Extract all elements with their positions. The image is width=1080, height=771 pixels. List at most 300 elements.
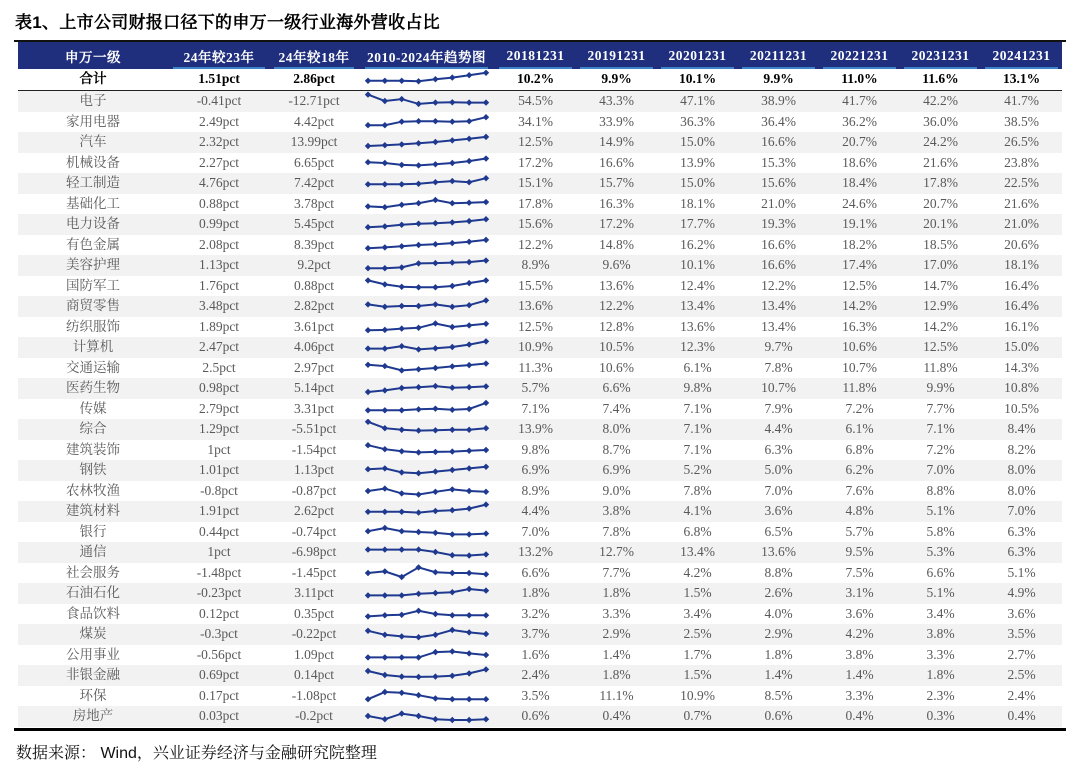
trend-sparkline: [362, 665, 492, 685]
sparkline-marker: [432, 611, 438, 617]
sparkline-marker: [415, 242, 421, 248]
sparkline-marker: [398, 654, 404, 660]
sparkline-marker: [482, 588, 488, 594]
sparkline-marker: [415, 634, 421, 640]
year-value-cell: 1.5%: [657, 583, 738, 604]
header-vs-2018: 24年较18年: [270, 42, 358, 69]
year-value-cell: 17.8%: [518, 195, 553, 211]
year-value-cell: 5.1%: [900, 501, 981, 522]
year-value-cell: 0.6%: [738, 706, 819, 727]
year-value-cell: 2.5%: [657, 624, 738, 645]
year-value-cell: 17.4%: [819, 255, 900, 276]
trend-sparkline: [362, 337, 492, 357]
sparkline-marker: [398, 407, 404, 413]
trend-sparkline: [362, 604, 492, 624]
sparkline-marker: [465, 238, 471, 244]
year-value-cell: 14.7%: [923, 277, 958, 293]
table-row: [18, 214, 1062, 235]
year-value-cell: 5.1%: [1007, 564, 1036, 580]
trend-sparkline: [362, 153, 492, 173]
sparkline-marker: [465, 650, 471, 656]
table-row: [18, 358, 1062, 379]
year-value-cell: 8.7%: [602, 441, 631, 457]
sparkline-marker: [381, 654, 387, 660]
trend-chart-cell: [358, 399, 495, 420]
year-value-cell: 34.1%: [518, 113, 553, 129]
table-row: [18, 194, 1062, 215]
sparkline-marker: [398, 283, 404, 289]
sparkline-marker: [465, 447, 471, 453]
year-value-cell: 9.6%: [576, 255, 657, 276]
sparkline-marker: [398, 243, 404, 249]
year-value-cell: 3.3%: [845, 687, 874, 703]
sparkline-marker: [449, 324, 455, 330]
table-row: [18, 604, 1062, 625]
year-value-cell: 16.6%: [599, 154, 634, 170]
year-value-cell: 7.1%: [521, 400, 550, 416]
sparkline-marker: [432, 383, 438, 389]
industry-name-cell: 商贸零售: [18, 296, 168, 317]
year-value-cell: 19.3%: [738, 214, 819, 235]
trend-chart-cell: [358, 645, 495, 666]
sparkline-marker: [432, 569, 438, 575]
sparkline-marker: [364, 613, 370, 619]
header-row: [18, 42, 1062, 69]
year-value-cell: 16.1%: [1004, 318, 1039, 334]
table-row: [18, 440, 1062, 461]
sparkline-marker: [381, 407, 387, 413]
sparkline-marker: [364, 592, 370, 598]
year-value-cell: 10.9%: [680, 687, 715, 703]
sparkline-marker: [381, 525, 387, 531]
header-20211231: 20211231: [738, 42, 819, 69]
change-vs-2023-cell: 1.91pct: [168, 501, 270, 522]
sparkline-marker: [432, 365, 438, 371]
sparkline-marker: [364, 547, 370, 553]
year-value-cell: 12.7%: [576, 542, 657, 563]
table-row: [18, 645, 1062, 666]
trend-sparkline: [362, 112, 492, 132]
year-value-cell: 42.2%: [900, 91, 981, 112]
sparkline-marker: [482, 502, 488, 508]
trend-chart-cell: [358, 173, 495, 194]
year-value-cell: 7.6%: [845, 482, 874, 498]
change-vs-2023-cell: -1.48pct: [196, 564, 242, 580]
sparkline-marker: [415, 607, 421, 613]
sparkline-marker: [381, 425, 387, 431]
sparkline-marker: [482, 612, 488, 618]
sparkline-marker: [465, 118, 471, 124]
year-value-cell: 1.8%: [495, 583, 576, 604]
year-value-cell: 12.2%: [518, 236, 553, 252]
year-value-cell: 24.2%: [900, 132, 981, 153]
year-value-cell: 6.3%: [764, 441, 793, 457]
sparkline-marker: [415, 674, 421, 680]
sparkline-marker: [465, 629, 471, 635]
table-row: [18, 296, 1062, 317]
change-vs-2018-cell: -1.45pct: [291, 564, 337, 580]
industry-name-cell: 公用事业: [66, 646, 120, 662]
sparkline-marker: [482, 399, 488, 405]
trend-chart-cell: [358, 542, 495, 563]
year-value-cell: 12.8%: [599, 318, 634, 334]
year-value-cell: 13.4%: [738, 296, 819, 317]
change-vs-2023-cell: 1.01pct: [168, 460, 270, 481]
trend-chart-cell: [358, 604, 495, 625]
sparkline-marker: [432, 241, 438, 247]
trend-sparkline: [362, 440, 492, 460]
sparkline-marker: [482, 530, 488, 536]
sparkline-marker: [415, 654, 421, 660]
year-value-cell: 21.0%: [981, 214, 1062, 235]
sparkline-marker: [415, 324, 421, 330]
year-value-cell: 1.8%: [900, 665, 981, 686]
trend-sparkline: [362, 583, 492, 603]
sparkline-marker: [465, 280, 471, 286]
year-value-cell: 10.5%: [1004, 400, 1039, 416]
change-vs-2023-cell: -0.8pct: [200, 482, 238, 498]
year-value-cell: 1.7%: [683, 646, 712, 662]
year-value-cell: 4.8%: [819, 501, 900, 522]
sparkline-marker: [449, 507, 455, 513]
sparkline-marker: [449, 385, 455, 391]
year-value-cell: 2.4%: [495, 665, 576, 686]
year-value-cell: 9.9%: [900, 378, 981, 399]
year-value-cell: 3.8%: [576, 501, 657, 522]
sparkline-marker: [465, 696, 471, 702]
sparkline-marker: [449, 486, 455, 492]
year-value-cell: 15.5%: [518, 277, 553, 293]
industry-name-cell: 机械设备: [66, 154, 120, 170]
year-value-cell: 10.1%: [657, 255, 738, 276]
year-value-cell: 7.5%: [845, 564, 874, 580]
sparkline-marker: [364, 419, 370, 425]
year-value-cell: 7.7%: [602, 564, 631, 580]
sparkline-marker: [364, 488, 370, 494]
year-value-cell: 8.0%: [1007, 482, 1036, 498]
change-vs-2023-cell: 0.98pct: [168, 378, 270, 399]
header-trend-chart: 2010-2024年趋势图: [358, 42, 495, 69]
change-vs-2018-cell: 4.42pct: [293, 113, 335, 129]
change-vs-2023-cell: 1.13pct: [168, 255, 270, 276]
sparkline-marker: [449, 589, 455, 595]
year-value-cell: 6.2%: [819, 460, 900, 481]
year-value-cell: 41.7%: [819, 91, 900, 112]
year-value-cell: 4.9%: [981, 583, 1062, 604]
sparkline-marker: [432, 301, 438, 307]
year-value-cell: 1.8%: [764, 646, 793, 662]
sparkline-marker: [381, 326, 387, 332]
year-value-cell: 6.3%: [1007, 523, 1036, 539]
sparkline-marker: [398, 674, 404, 680]
sparkline-marker: [449, 283, 455, 289]
sparkline-marker: [449, 137, 455, 143]
change-vs-2018-cell: 2.82pct: [270, 296, 358, 317]
year-value-cell: 14.2%: [819, 296, 900, 317]
table-row: [18, 665, 1062, 686]
change-vs-2023-cell: 0.03pct: [168, 706, 270, 727]
sparkline-marker: [482, 383, 488, 389]
sparkline-marker: [364, 442, 370, 448]
change-vs-2018-cell: -1.54pct: [291, 441, 337, 457]
sparkline-marker: [432, 427, 438, 433]
sparkline-marker: [381, 485, 387, 491]
trend-sparkline: [362, 460, 492, 480]
table-row: [18, 235, 1062, 256]
sparkline-marker: [415, 406, 421, 412]
year-value-cell: 1.4%: [738, 665, 819, 686]
year-value-cell: 3.5%: [981, 624, 1062, 645]
sparkline-marker: [482, 696, 488, 702]
year-value-cell: 12.2%: [761, 277, 796, 293]
change-vs-2023-cell: -0.23pct: [168, 583, 270, 604]
year-value-cell: 20.7%: [923, 195, 958, 211]
year-value-cell: 22.5%: [981, 173, 1062, 194]
year-value-cell: 26.5%: [981, 132, 1062, 153]
sparkline-marker: [465, 179, 471, 185]
sparkline-marker: [482, 631, 488, 637]
year-value-cell: 2.9%: [738, 624, 819, 645]
sparkline-marker: [432, 220, 438, 226]
sparkline-marker: [432, 508, 438, 514]
sparkline-marker: [398, 547, 404, 553]
industry-name-cell: 银行: [79, 523, 107, 539]
sparkline-marker: [381, 547, 387, 553]
sparkline-marker: [415, 260, 421, 266]
sparkline-marker: [364, 92, 370, 98]
sparkline-marker: [364, 122, 370, 128]
change-vs-2018-cell: 2.86pct: [270, 69, 358, 91]
year-value-cell: 19.1%: [819, 214, 900, 235]
sparkline-marker: [482, 447, 488, 453]
industry-name-cell: 合计: [18, 69, 168, 91]
trend-sparkline: [362, 522, 492, 542]
trend-sparkline: [362, 419, 492, 439]
trend-sparkline: [362, 563, 492, 583]
sparkline-marker: [465, 717, 471, 723]
year-value-cell: 38.9%: [738, 91, 819, 112]
year-value-cell: 4.2%: [683, 564, 712, 580]
trend-chart-cell: [358, 153, 495, 174]
sparkline-marker: [364, 570, 370, 576]
year-value-cell: 12.5%: [495, 132, 576, 153]
year-value-cell: 17.0%: [900, 255, 981, 276]
sparkline-marker: [415, 470, 421, 476]
change-vs-2023-cell: 2.47pct: [168, 337, 270, 358]
year-value-cell: 15.0%: [657, 132, 738, 153]
sparkline-marker: [449, 648, 455, 654]
year-value-cell: 7.8%: [764, 359, 793, 375]
sparkline-marker: [398, 264, 404, 270]
sparkline-marker: [364, 528, 370, 534]
year-value-cell: 23.8%: [1004, 154, 1039, 170]
change-vs-2023-cell: 1pct: [168, 542, 270, 563]
table-row: [18, 481, 1062, 502]
sparkline-marker: [449, 717, 455, 723]
sparkline-marker: [465, 158, 471, 164]
year-value-cell: 6.9%: [495, 460, 576, 481]
year-value-cell: 12.5%: [518, 318, 553, 334]
year-value-cell: 20.1%: [900, 214, 981, 235]
table-row: [18, 337, 1062, 358]
industry-name-cell: 环保: [79, 687, 107, 703]
industry-name-cell: 农林牧渔: [66, 482, 120, 498]
year-value-cell: 7.8%: [683, 482, 712, 498]
year-value-cell: 11.0%: [819, 69, 900, 91]
sparkline-marker: [398, 161, 404, 167]
sparkline-marker: [482, 652, 488, 658]
sparkline-marker: [398, 509, 404, 515]
year-value-cell: 17.2%: [576, 214, 657, 235]
year-value-cell: 10.1%: [657, 69, 738, 91]
change-vs-2023-cell: 2.49pct: [198, 113, 240, 129]
change-vs-2023-cell: 1pct: [207, 441, 231, 457]
sparkline-marker: [432, 488, 438, 494]
sparkline-marker: [482, 70, 488, 76]
sparkline-marker: [398, 367, 404, 373]
sparkline-marker: [449, 552, 455, 558]
year-value-cell: 13.4%: [657, 542, 738, 563]
year-value-cell: 11.8%: [923, 359, 958, 375]
year-value-cell: 0.6%: [495, 706, 576, 727]
sparkline-marker: [432, 632, 438, 638]
industry-name-cell: 非银金融: [18, 665, 168, 686]
year-value-cell: 6.6%: [926, 564, 955, 580]
change-vs-2018-cell: -6.98pct: [270, 542, 358, 563]
change-vs-2018-cell: -0.74pct: [291, 523, 337, 539]
table-row: [18, 583, 1062, 604]
trend-chart-cell: [358, 69, 495, 91]
year-value-cell: 12.5%: [842, 277, 877, 293]
industry-name-cell: 建筑材料: [18, 501, 168, 522]
year-value-cell: 36.2%: [842, 113, 877, 129]
year-value-cell: 11.3%: [518, 359, 553, 375]
year-value-cell: 10.7%: [842, 359, 877, 375]
sparkline-marker: [432, 320, 438, 326]
sparkline-marker: [415, 284, 421, 290]
trend-chart-cell: [358, 419, 495, 440]
sparkline-marker: [449, 240, 455, 246]
sparkline-marker: [432, 695, 438, 701]
year-value-cell: 15.3%: [761, 154, 796, 170]
year-value-cell: 15.0%: [981, 337, 1062, 358]
year-value-cell: 12.3%: [657, 337, 738, 358]
change-vs-2023-cell: 0.69pct: [168, 665, 270, 686]
table-header: [18, 42, 1062, 69]
sparkline-marker: [482, 360, 488, 366]
year-value-cell: 6.1%: [819, 419, 900, 440]
sparkline-marker: [415, 491, 421, 497]
sparkline-marker: [364, 143, 370, 149]
year-value-cell: 15.6%: [738, 173, 819, 194]
sparkline-marker: [364, 159, 370, 165]
year-value-cell: 9.0%: [602, 482, 631, 498]
sparkline-marker: [398, 528, 404, 534]
year-value-cell: 8.2%: [1007, 441, 1036, 457]
table-row: [18, 317, 1062, 338]
sparkline-marker: [432, 674, 438, 680]
sparkline-marker: [398, 77, 404, 83]
industry-name-cell: 家用电器: [66, 113, 120, 129]
year-value-cell: 8.4%: [981, 419, 1062, 440]
change-vs-2018-cell: 3.78pct: [293, 195, 335, 211]
sparkline-marker: [482, 716, 488, 722]
year-value-cell: 3.6%: [1007, 605, 1036, 621]
year-value-cell: 2.7%: [1007, 646, 1036, 662]
change-vs-2018-cell: 3.11pct: [270, 583, 358, 604]
change-vs-2018-cell: 9.2pct: [270, 255, 358, 276]
sparkline-marker: [432, 345, 438, 351]
year-value-cell: 36.3%: [680, 113, 715, 129]
year-value-cell: 9.9%: [738, 69, 819, 91]
change-vs-2023-cell: 2.32pct: [168, 132, 270, 153]
sparkline-marker: [364, 407, 370, 413]
year-value-cell: 20.7%: [819, 132, 900, 153]
year-value-cell: 7.7%: [926, 400, 955, 416]
year-value-cell: 3.1%: [819, 583, 900, 604]
sparkline-marker: [482, 155, 488, 161]
year-value-cell: 21.0%: [761, 195, 796, 211]
sparkline-marker: [364, 224, 370, 230]
sparkline-marker: [465, 506, 471, 512]
header-vs-2023: 24年较23年: [168, 42, 270, 69]
sparkline-marker: [449, 406, 455, 412]
sparkline-marker: [482, 134, 488, 140]
year-value-cell: 10.7%: [738, 378, 819, 399]
sparkline-marker: [415, 449, 421, 455]
sparkline-marker: [432, 161, 438, 167]
sparkline-marker: [482, 277, 488, 283]
change-vs-2023-cell: 1.51pct: [168, 69, 270, 91]
table-row: [18, 173, 1062, 194]
industry-name-cell: 石油石化: [18, 583, 168, 604]
sparkline-marker: [482, 551, 488, 557]
sparkline-marker: [398, 689, 404, 695]
industry-name-cell: 电力设备: [18, 214, 168, 235]
trend-sparkline: [362, 624, 492, 644]
table-row: [18, 255, 1062, 276]
sparkline-marker: [398, 141, 404, 147]
year-value-cell: 6.8%: [683, 523, 712, 539]
year-value-cell: 7.8%: [602, 523, 631, 539]
year-value-cell: 16.3%: [599, 195, 634, 211]
sparkline-marker: [381, 122, 387, 128]
change-vs-2018-cell: 8.39pct: [293, 236, 335, 252]
year-value-cell: 9.8%: [521, 441, 550, 457]
trend-chart-cell: [358, 665, 495, 686]
sparkline-marker: [381, 281, 387, 287]
sparkline-marker: [432, 197, 438, 203]
year-value-cell: 18.1%: [981, 255, 1062, 276]
change-vs-2023-cell: 0.17pct: [198, 687, 240, 703]
year-value-cell: 10.6%: [819, 337, 900, 358]
industry-name-cell: 医药生物: [18, 378, 168, 399]
sparkline-marker: [482, 175, 488, 181]
sparkline-marker: [364, 713, 370, 719]
sparkline-marker: [432, 139, 438, 145]
sparkline-marker: [381, 142, 387, 148]
year-value-cell: 1.4%: [602, 646, 631, 662]
year-value-cell: 16.3%: [842, 318, 877, 334]
sparkline-marker: [465, 570, 471, 576]
sparkline-marker: [465, 136, 471, 142]
year-value-cell: 13.4%: [657, 296, 738, 317]
trend-sparkline: [362, 91, 492, 111]
year-value-cell: 5.8%: [926, 523, 955, 539]
change-vs-2023-cell: 0.88pct: [198, 195, 240, 211]
sparkline-marker: [398, 96, 404, 102]
sparkline-marker: [432, 529, 438, 535]
